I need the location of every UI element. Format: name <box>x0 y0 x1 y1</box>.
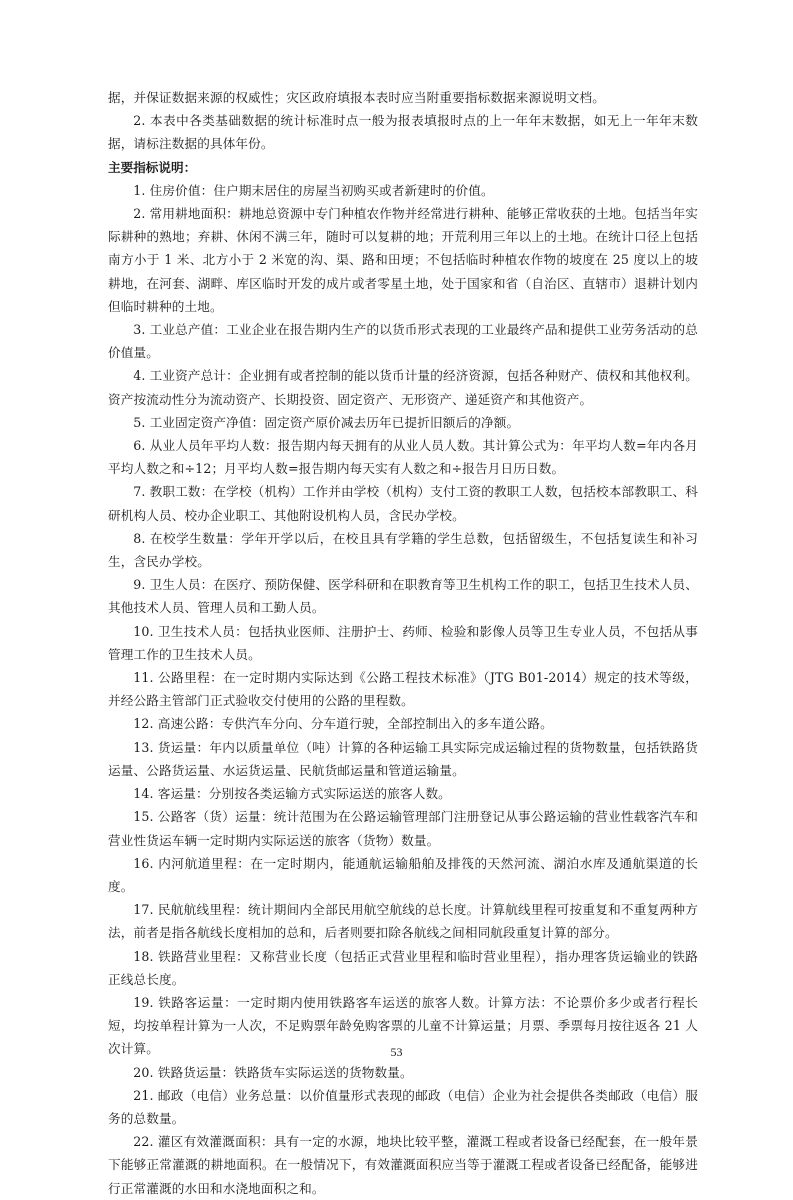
intro-note-2: 2. 本表中各类基础数据的统计标准时点一般为报表填报时点的上一年年末数据，如无上一年年末数据，请标注数据的具体年份。 <box>108 113 698 152</box>
indicator-item: 5. 工业固定资产净值：固定资产原价减去历年已提折旧额后的净额。 <box>133 414 520 430</box>
intro-continuation: 据，并保证数据来源的权威性；灾区政府填报本表时应当附重要指标数据来源说明文档。 <box>108 90 606 105</box>
indicator-item: 18. 铁路营业里程：又称营业长度（包括正式营业里程和临时营业里程），指办理客货运输业的铁路正线总长度。 <box>108 948 698 987</box>
page-number: 53 <box>390 1045 403 1059</box>
indicator-item: 17. 民航航线里程：统计期间内全部民用航空航线的总长度。计算航线里程可按重复和不重复两种方法，前者是指各航线长度相加的总和，后者则要扣除各航线之间相同航段重复计算的部分。 <box>108 902 698 941</box>
indicator-item: 3. 工业总产值：工业企业在报告期内生产的以货币形式表现的工业最终产品和提供工业劳务活动的总价值量。 <box>108 322 698 361</box>
indicator-item: 11. 公路里程：在一定时期内实际达到《公路工程技术标准》（JTG B01-2014）规定的技术等级，并经公路主管部门正式验收交付使用的公路的里程数。 <box>108 670 698 709</box>
document-body <box>108 86 698 1200</box>
indicator-item: 16. 内河航道里程：在一定时期内，能通航运输船舶及排筏的天然河流、湖泊水库及通航渠道的长度。 <box>108 855 698 894</box>
indicator-item: 12. 高速公路：专供汽车分向、分车道行驶，全部控制出入的多车道公路。 <box>133 716 553 732</box>
indicator-item: 21. 邮政（电信）业务总量：以价值量形式表现的邮政（电信）企业为社会提供各类邮政（电信）服务的总数量。 <box>108 1087 698 1126</box>
indicator-item: 19. 铁路客运量：一定时期内使用铁路客车运送的旅客人数。计算方法：不论票价多少或者行程长短，均按单程计算为一人次，不足购票年龄免购客票的儿童不计算运量；月票、季票每月按往返各 21 人次计算。 <box>108 994 698 1057</box>
indicator-item: 10. 卫生技术人员：包括执业医师、注册护士、药师、检验和影像人员等卫生专业人员，不包括从事管理工作的卫生技术人员。 <box>108 623 698 662</box>
indicator-item: 9. 卫生人员：在医疗、预防保健、医学科研和在职教育等卫生机构工作的职工，包括卫生技术人员、其他技术人员、管理人员和工勤人员。 <box>108 577 698 616</box>
indicator-item: 4. 工业资产总计：企业拥有或者控制的能以货币计量的经济资源，包括各种财产、债权和其他权利。资产按流动性分为流动资产、长期投资、固定资产、无形资产、递延资产和其他资产。 <box>108 368 698 407</box>
indicator-item: 1. 住房价值：住户期末居住的房屋当初购买或者新建时的价值。 <box>133 182 494 198</box>
indicator-item: 2. 常用耕地面积：耕地总资源中专门种植农作物并经常进行耕种、能够正常收获的土地。包括当年实际耕种的熟地；弃耕、休闲不满三年，随时可以复耕的地；开荒利用三年以上的土地。在统计口径上包括南方小于 1 米、北方小于 2 米宽的沟、渠、路和田埂；不包括临时种植农作物的坡度在 25 度以上的坡耕地，在河套、湖畔、库区临时开发的成片或者零星土地，处于国家和省（自治区、直辖市）退耕计划内但临时耕种的土地。 <box>108 206 698 314</box>
indicator-item: 8. 在校学生数量：学年开学以后，在校且具有学籍的学生总数，包括留级生，不包括复读生和补习生，含民办学校。 <box>108 530 698 570</box>
indicator-item: 6. 从业人员年平均人数：报告期内每天拥有的从业人员人数。其计算公式为：年平均人数=年内各月平均人数之和÷12；月平均人数=报告期内每天实有人数之和÷报告月日历日数。 <box>108 438 698 477</box>
indicator-item: 13. 货运量：年内以质量单位（吨）计算的各种运输工具实际完成运输过程的货物数量，包括铁路货运量、公路货运量、水运货运量、民航货邮运量和管道运输量。 <box>108 739 698 778</box>
section-title: 主要指标说明： <box>108 159 197 175</box>
indicator-item: 14. 客运量：分别按各类运输方式实际运送的旅客人数。 <box>133 786 451 802</box>
indicator-item: 15. 公路客（货）运量：统计范围为在公路运输管理部门注册登记从事公路运输的营业性载客汽车和营业性货运车辆一定时期内实际运送的旅客（货物）数量。 <box>108 809 698 848</box>
indicator-item: 22. 灌区有效灌溉面积：具有一定的水源，地块比较平整，灌溉工程或者设备已经配套，在一般年景下能够正常灌溉的耕地面积。在一般情况下，有效灌溉面积应当等于灌溉工程或者设备已经配备，能够进行正常灌溉的水田和水浇地面积之和。 <box>108 1134 698 1196</box>
indicator-item: 20. 铁路货运量：铁路货车实际运送的货物数量。 <box>133 1064 413 1080</box>
indicator-item: 7. 教职工数：在学校（机构）工作并由学校（机构）支付工资的教职工人数，包括校本部教职工、科研机构人员、校办企业职工、其他附设机构人员，含民办学校。 <box>108 484 698 523</box>
